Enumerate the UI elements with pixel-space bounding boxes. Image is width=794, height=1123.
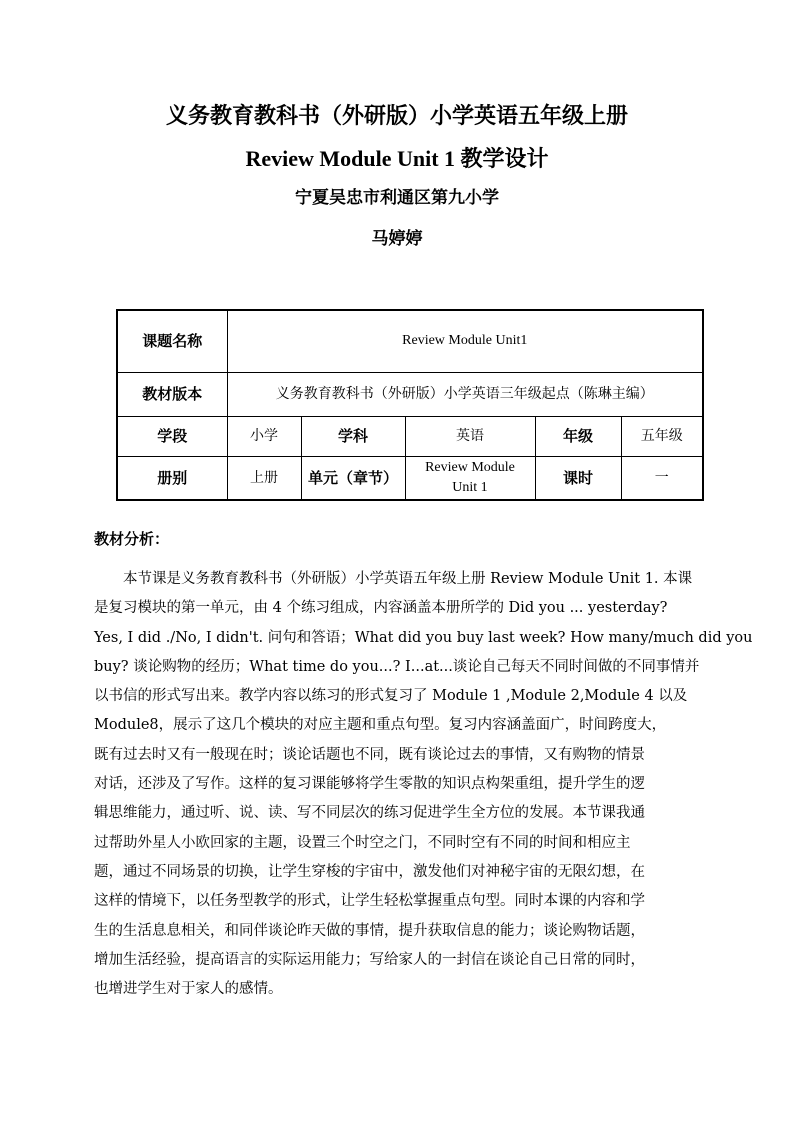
document-subtitle: Review Module Unit 1 教学设计 — [245, 146, 549, 171]
analysis-paragraph — [94, 565, 753, 1004]
subject-value: 英语 — [405, 416, 535, 456]
analysis-line: buy? 谈论购物的经历；What time do you...? I...at...谈论自己每天不同时间做的不同事情并 — [94, 658, 700, 675]
analysis-line: 本节课是义务教育教科书（外研版）小学英语五年级上册 Review Module Unit 1. 本课 — [123, 571, 693, 587]
table-row-stage — [117, 416, 703, 456]
unit-value-line2: Unit 1 — [452, 479, 488, 495]
analysis-line: 题，通过不同场景的切换，让学生穿梭的宇宙中，激发他们对神秘宇宙的无限幻想，在 — [94, 863, 645, 880]
volume-value: 上册 — [227, 456, 301, 500]
school-name: 宁夏吴忠市利通区第九小学 — [295, 188, 499, 208]
edition-value: 义务教育教科书（外研版）小学英语三年级起点（陈琳主编） — [227, 372, 703, 416]
grade-label: 年级 — [535, 416, 621, 456]
period-label: 课时 — [535, 456, 621, 500]
analysis-line: 对话，还涉及了写作。这样的复习课能够将学生零散的知识点构架重组，提升学生的逻 — [94, 776, 645, 793]
unit-label: 单元（章节） — [301, 456, 405, 500]
analysis-line: 是复习模块的第一单元，由 4 个练习组成，内容涵盖本册所学的 Did you ... yesterday? — [94, 600, 668, 617]
analysis-line: Yes, I did ./No, I didn't. 问句和答语；What did you buy last week? How many/much did you — [94, 629, 753, 646]
table-row-edition — [117, 372, 703, 416]
volume-label: 册别 — [117, 456, 227, 500]
analysis-line: 辑思维能力，通过听、说、读、写不同层次的练习促进学生全方位的发展。本节课我通 — [94, 805, 645, 822]
analysis-line: 以书信的形式写出来。教学内容以练习的形式复习了 Module 1 ,Module 2,Module 4 以及 — [94, 688, 688, 705]
document-title: 义务教育教科书（外研版）小学英语五年级上册 — [165, 103, 628, 129]
period-value: 一 — [621, 456, 703, 500]
analysis-line: 过帮助外星人小欧回家的主题，设置三个时空之门，不同时空有不同的时间和相应主 — [94, 834, 631, 851]
analysis-heading: 教材分析： — [94, 530, 170, 548]
table-row-volume — [117, 456, 703, 500]
grade-value: 五年级 — [621, 416, 703, 456]
table-row-lesson-name — [117, 310, 703, 372]
analysis-line: 增加生活经验，提高语言的实际运用能力；写给家人的一封信在谈论自己日常的同时， — [94, 951, 645, 968]
edition-label: 教材版本 — [117, 372, 227, 416]
lesson-info-table — [116, 309, 704, 501]
analysis-line: Module8，展示了这几个模块的对应主题和重点句型。复习内容涵盖面广，时间跨度大， — [94, 717, 667, 734]
stage-label: 学段 — [117, 416, 227, 456]
unit-value-line1: Review Module — [425, 459, 515, 475]
author-name: 马婷婷 — [371, 229, 423, 249]
lesson-name-label: 课题名称 — [117, 310, 227, 372]
analysis-line: 既有过去时又有一般现在时；谈论话题也不同，既有谈论过去的事情，又有购物的情景 — [94, 746, 645, 763]
analysis-line: 也增进学生对于家人的感情。 — [94, 981, 283, 998]
stage-value: 小学 — [227, 416, 301, 456]
analysis-line: 这样的情境下，以任务型教学的形式，让学生轻松掌握重点句型。同时本课的内容和学 — [94, 893, 645, 910]
unit-value — [405, 456, 535, 500]
lesson-name-value: Review Module Unit1 — [227, 310, 703, 372]
analysis-line: 生的生活息息相关，和同伴谈论昨天做的事情，提升获取信息的能力；谈论购物话题， — [94, 922, 645, 939]
subject-label: 学科 — [301, 416, 405, 456]
